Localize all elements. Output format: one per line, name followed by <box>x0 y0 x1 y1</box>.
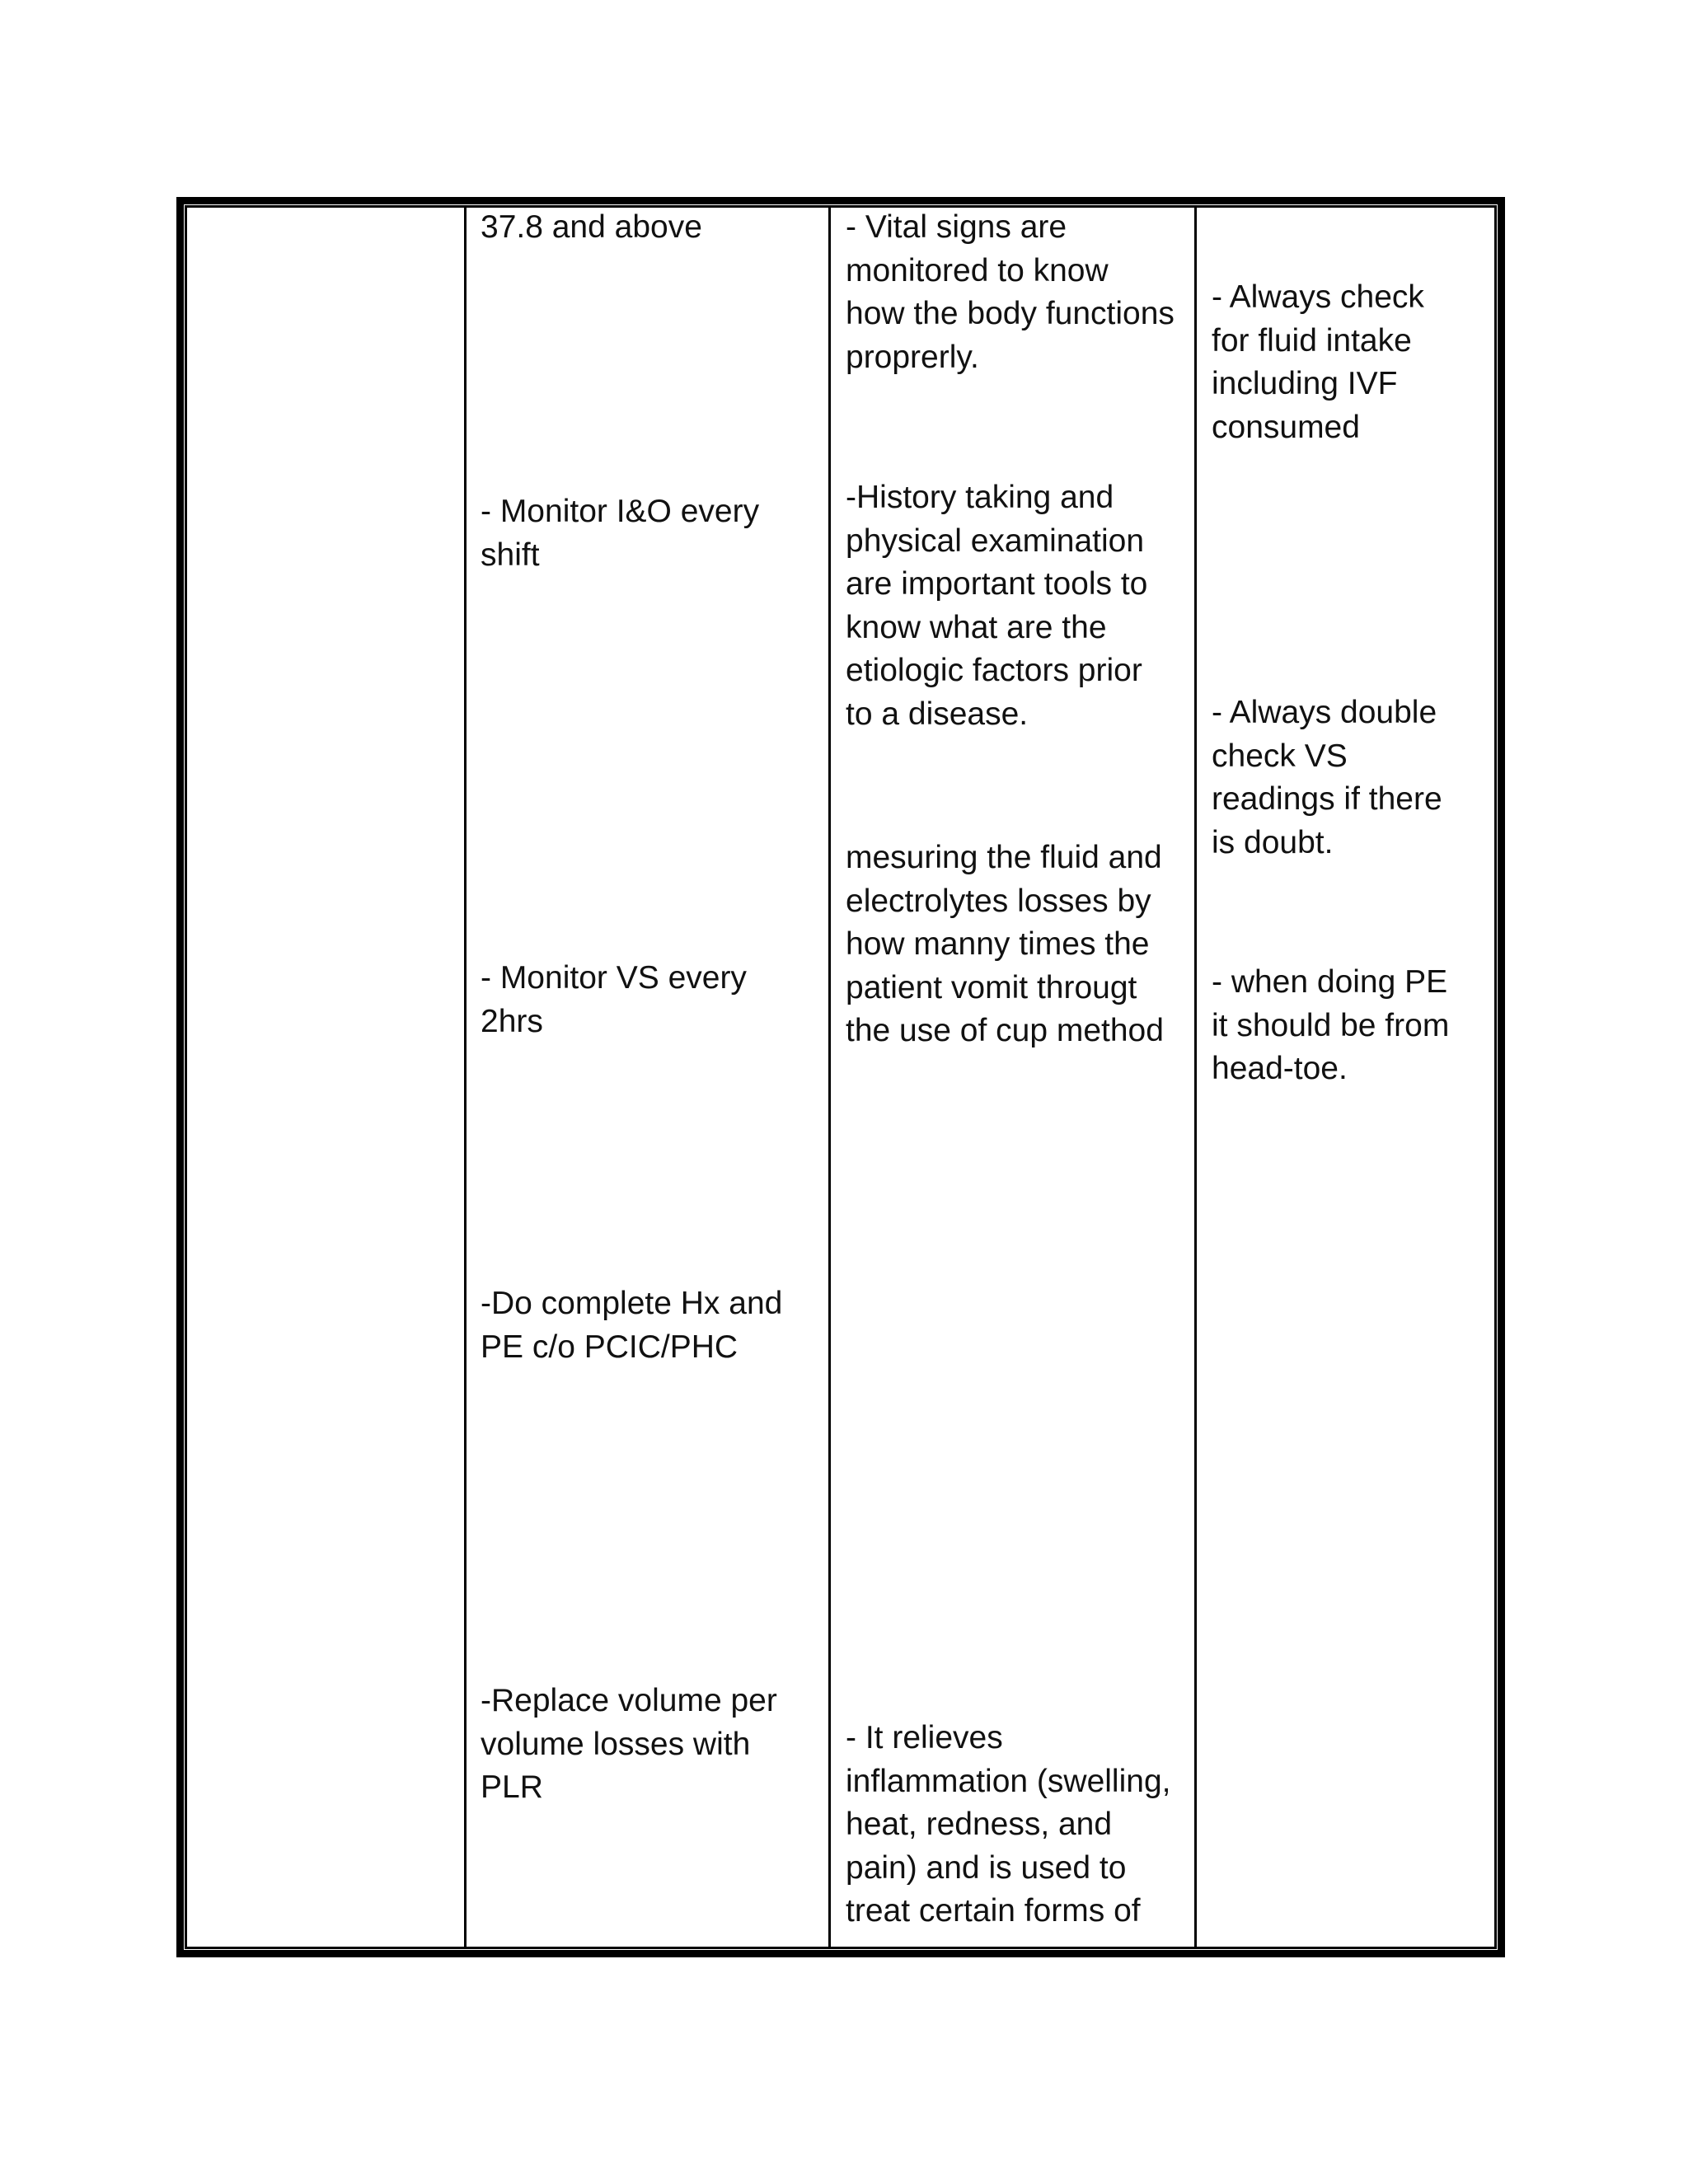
rationale-relieves-inflammation: - It relieves inflammation (swelling, heat, redness, and pain) and is used to treat certain forms of <box>846 1720 1171 1929</box>
intervention-temperature: 37.8 and above <box>481 209 702 245</box>
intervention-monitor-vs: - Monitor VS every 2hrs <box>481 960 747 1039</box>
evaluation-double-check-vs: - Always double check VS readings if there is doubt. <box>1212 695 1442 860</box>
evaluation-pe-head-toe: - when doing PE it should be from head-toe. <box>1212 964 1450 1086</box>
rationale-history-taking: -History taking and physical examination are important tools to know what are the etiologic factors prior to a disease. <box>846 480 1148 732</box>
column-divider-2 <box>828 205 831 1949</box>
rationale-vital-signs: - Vital signs are monitored to know how the body functions proprerly. <box>846 209 1175 375</box>
column-divider-1 <box>464 205 467 1949</box>
intervention-monitor-io: - Monitor I&O every shift <box>481 494 760 573</box>
evaluation-fluid-intake: - Always check for fluid intake including IVF consumed <box>1212 279 1424 445</box>
intervention-replace-volume: -Replace volume per volume losses with PLR <box>481 1683 777 1805</box>
column-divider-3 <box>1194 205 1197 1949</box>
rationale-fluid-losses: mesuring the fluid and electrolytes losses by how manny times the patient vomit througt the use of cup method <box>846 840 1164 1048</box>
intervention-hx-pe: -Do complete Hx and PE c/o PCIC/PHC <box>481 1286 783 1365</box>
